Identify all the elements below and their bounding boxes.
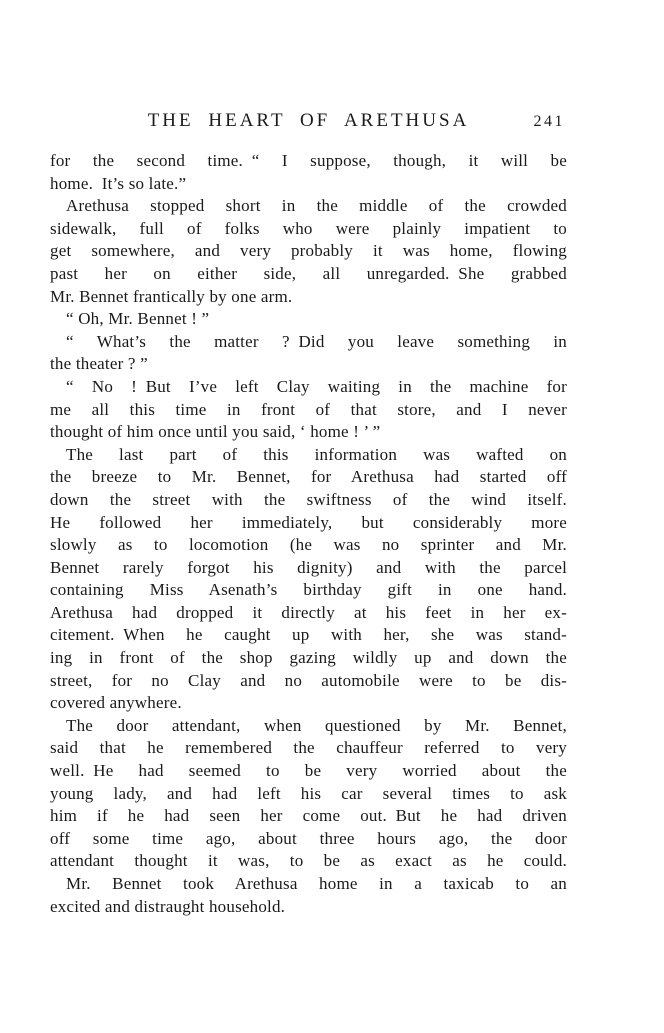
text-line: The door attendant, when questioned by Mr. Bennet, bbox=[66, 715, 567, 735]
text-line: off some time ago, about three hours ago, the door bbox=[50, 828, 567, 848]
text-line: said that he remembered the chauffeur referred to very bbox=[50, 738, 567, 758]
text-line: Mr. Bennet took Arethusa home in a taxicab to an bbox=[66, 874, 567, 893]
text-line: covered anywhere. bbox=[50, 693, 182, 713]
text-line: sidewalk, full of folks who were plainly impatient to bbox=[50, 218, 567, 238]
text-line: young lady, and had left his car several times to ask bbox=[50, 783, 567, 803]
text-line: ing in front of the shop gazing wildly up and down the bbox=[50, 648, 567, 668]
page-title: THE HEART OF ARETHUSA bbox=[147, 110, 470, 131]
text-line: me all this time in front of that store, and I never bbox=[50, 399, 567, 419]
body-text bbox=[50, 150, 567, 918]
text-line: The last part of this information was wafted on bbox=[66, 444, 567, 464]
text-line: “ No ! But I’ve left Clay waiting in the machine for bbox=[66, 376, 567, 396]
paragraph bbox=[50, 195, 567, 308]
type-block bbox=[50, 110, 567, 918]
text-line: past her on either side, all unregarded. She grabbed bbox=[50, 263, 567, 283]
text-line: Arethusa stopped short in the middle of the crowded bbox=[66, 196, 567, 216]
text-line: Mr. Bennet frantically by one arm. bbox=[50, 286, 293, 306]
text-line: him if he had seen her come out. But he had driven bbox=[50, 806, 567, 826]
text-line: “ What’s the matter ? Did you leave something in bbox=[66, 331, 567, 351]
page-number: 241 bbox=[533, 113, 565, 130]
text-line: Arethusa had dropped it directly at his feet in her ex- bbox=[50, 602, 567, 622]
text-line: well. He had seemed to be very worried about the bbox=[50, 761, 567, 781]
text-line: street, for no Clay and no automobile were to be dis- bbox=[50, 670, 567, 690]
paragraph bbox=[50, 150, 567, 195]
paragraph bbox=[50, 376, 567, 444]
text-line: down the street with the swiftness of the wind itself. bbox=[50, 489, 567, 509]
text-line: the theater ? ” bbox=[50, 354, 148, 374]
running-header bbox=[50, 110, 567, 136]
paragraph bbox=[50, 308, 567, 331]
text-line: He followed her immediately, but considerably more bbox=[50, 512, 567, 532]
text-line: thought of him once until you said, ‘ home ! ’ ” bbox=[50, 422, 381, 442]
text-line: attendant thought it was, to be as exact as he could. bbox=[50, 851, 567, 871]
text-line: get somewhere, and very probably it was home, flowing bbox=[50, 241, 567, 261]
paragraph bbox=[50, 873, 567, 918]
text-line: citement. When he caught up with her, she was stand- bbox=[50, 625, 567, 645]
text-line: containing Miss Asenath’s birthday gift in one hand. bbox=[50, 580, 567, 600]
text-line: slowly as to locomotion (he was no sprinter and Mr. bbox=[50, 535, 567, 555]
text-line: excited and distraught household. bbox=[50, 896, 286, 916]
text-line: for the second time. “ I suppose, though, it will be bbox=[50, 151, 567, 170]
text-line: home. It’s so late.” bbox=[50, 173, 187, 193]
text-line: Bennet rarely forgot his dignity) and with the parcel bbox=[50, 557, 567, 577]
text-line: the breeze to Mr. Bennet, for Arethusa had started off bbox=[50, 467, 567, 487]
text-line: “ Oh, Mr. Bennet ! ” bbox=[66, 309, 210, 329]
paragraph bbox=[50, 444, 567, 715]
paragraph bbox=[50, 715, 567, 873]
paragraph bbox=[50, 331, 567, 376]
